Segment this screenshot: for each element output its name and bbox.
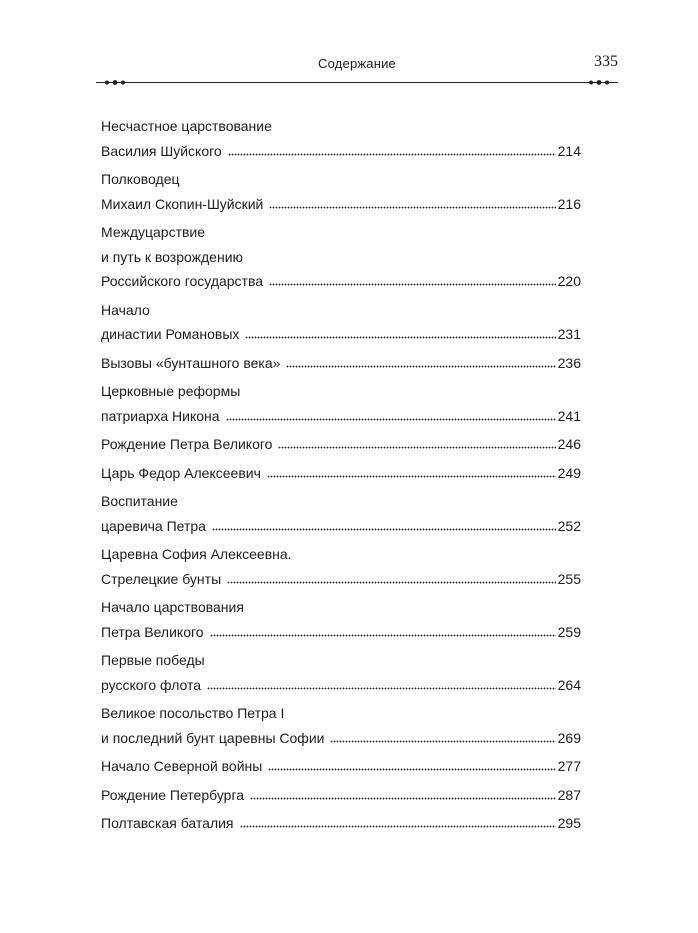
toc-entry-title-line: Начало [101, 301, 150, 318]
dot-leader [240, 824, 556, 828]
toc-entry-final-line [101, 322, 581, 347]
toc-entry[interactable] [101, 432, 581, 457]
toc-entry-final-line [101, 673, 581, 698]
toc-entry-page-number: 269 [557, 729, 581, 746]
toc-entry-final-line [101, 783, 581, 808]
toc-entry-title-line: династии Романовых [101, 326, 240, 342]
toc-entry-final-line [101, 514, 581, 539]
toc-entry[interactable] [101, 811, 581, 836]
toc-entry[interactable] [101, 351, 581, 376]
toc-entry-final-line [101, 461, 581, 486]
toc-entry-page-number: 287 [557, 786, 581, 803]
toc-entry-page-number: 277 [557, 758, 581, 774]
toc-entry[interactable] [101, 167, 581, 216]
dot-leader [250, 796, 556, 800]
toc-entry-final-line [101, 404, 581, 429]
toc-entry[interactable] [101, 220, 581, 294]
toc-entry-title-line: и последний бунт царевны Софии [101, 729, 325, 746]
toc-entry-final-line [101, 432, 581, 457]
toc-entry-title-line: Первые победы [101, 652, 205, 668]
toc-entry-title-line: Междуцарствие [101, 224, 206, 240]
toc-entry-page-number: 259 [557, 623, 581, 640]
dot-leader [210, 633, 556, 637]
toc-entry-page-number: 214 [557, 142, 581, 159]
toc-entry-page-number: 231 [557, 326, 581, 342]
toc-entry-page-number: 216 [557, 195, 581, 212]
toc-entry-title-line: Церковные реформы [101, 383, 241, 399]
toc-entry-title-line: русского флота [101, 676, 202, 693]
toc-entry-title-line: Василия Шуйского [101, 142, 222, 159]
dot-leader [228, 152, 556, 156]
toc-entry-page-number: 241 [557, 407, 581, 424]
toc-entry[interactable] [101, 461, 581, 486]
toc-entry-title-line: Воспитание [101, 493, 178, 509]
toc-entry-page-number: 252 [557, 517, 581, 534]
toc-entry-final-line [101, 351, 581, 376]
toc-entry-page-number: 249 [557, 464, 581, 481]
toc-entry-title-line: Российского государства [101, 273, 264, 289]
toc-entry-title-line: Начало царствования [101, 599, 244, 615]
toc-entry-title-line: Полтавская баталия [101, 815, 234, 831]
dot-leader [212, 527, 556, 531]
dot-leader [278, 445, 555, 449]
toc-entry-page-number: 255 [557, 570, 581, 587]
toc-entry[interactable] [101, 379, 581, 428]
toc-entry-title-line: Рождение Петра Великого [101, 436, 273, 452]
toc-entry-title-line: Вызовы «бунташного века» [101, 354, 281, 371]
toc-entry[interactable] [101, 489, 581, 538]
toc-entry[interactable] [101, 783, 581, 808]
toc-entry-title-line: Михаил Скопин-Шуйский [101, 195, 264, 212]
page-number: 335 [594, 53, 618, 70]
toc-entry-page-number: 236 [557, 354, 581, 371]
toc-entry-title-line: и путь к возрождению [101, 248, 244, 265]
toc-entry-title-line: Петра Великого [101, 623, 204, 640]
toc-entry-final-line [101, 567, 581, 592]
dot-leader [269, 205, 555, 209]
dot-leader [286, 364, 555, 368]
running-header [96, 52, 618, 76]
toc-entry[interactable] [101, 595, 581, 644]
dot-leader [227, 580, 555, 584]
toc-entry-page-number: 220 [557, 273, 581, 289]
dot-leader [245, 335, 555, 339]
toc-entry-final-line [101, 754, 581, 779]
toc-entry-title-line: патриарха Никона [101, 407, 220, 424]
dot-leader [330, 739, 555, 743]
running-header-title: Содержание [318, 56, 396, 71]
dot-leader [269, 282, 556, 286]
toc-entry[interactable] [101, 754, 581, 779]
dot-leader [207, 686, 556, 690]
toc-entry[interactable] [101, 701, 581, 750]
toc-entry-final-line [101, 139, 581, 164]
toc-entry-title-line: Великое посольство Петра I [101, 705, 285, 721]
toc-entry-title-line: Рождение Петербурга [101, 786, 245, 803]
toc-entry-final-line [101, 726, 581, 751]
header-ornament-rule [96, 78, 618, 87]
toc-entry-title-line: Полководец [101, 171, 180, 187]
toc-entry-final-line [101, 192, 581, 217]
toc-entry-page-number: 246 [557, 436, 581, 452]
toc-entry-page-number: 264 [557, 676, 581, 693]
toc-entry-title-line: Стрелецкие бунты [101, 570, 222, 587]
toc-entry-title-line: Царь Федор Алексеевич [101, 464, 261, 481]
toc-entry-final-line [101, 620, 581, 645]
toc-entry[interactable] [101, 298, 581, 347]
toc-entry[interactable] [101, 542, 581, 591]
toc-entry[interactable] [101, 648, 581, 697]
dot-leader [226, 417, 556, 421]
toc-entry-title-line: Начало Северной войны [101, 758, 263, 774]
toc-entry-final-line [101, 269, 581, 294]
table-of-contents [101, 114, 581, 836]
toc-entry-final-line [101, 811, 581, 836]
dot-leader [268, 767, 555, 771]
toc-entry-page-number: 295 [557, 815, 581, 831]
toc-entry-title-line: царевича Петра [101, 517, 206, 534]
toc-entry-title-line: Несчастное царствование [101, 118, 272, 134]
toc-entry[interactable] [101, 114, 581, 163]
toc-entry-title-line: Царевна София Алексеевна. [101, 546, 292, 562]
dot-leader [267, 474, 556, 478]
